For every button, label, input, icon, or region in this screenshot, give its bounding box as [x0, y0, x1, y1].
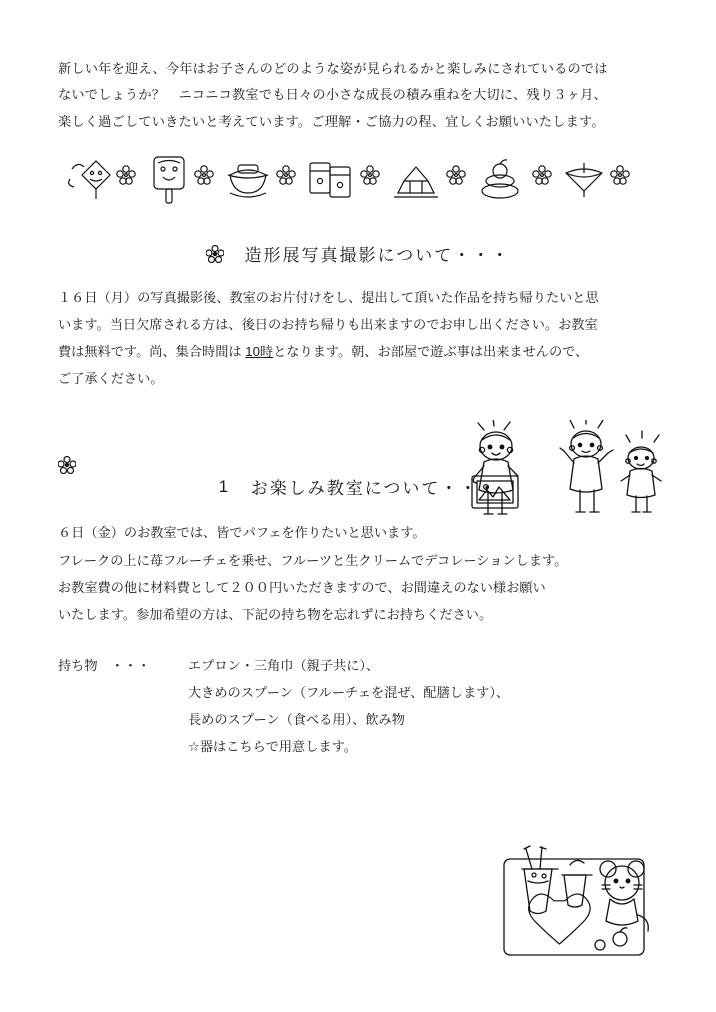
section-2-line-4: いたします。参加希望の方は、下記の持ち物を忘れずにお持ちください。: [58, 606, 493, 622]
item-3: 長めのスプーン（食べる用）、飲み物: [188, 711, 405, 727]
section-1-body-line-2: います。当日欠席される方は、後日のお持ち帰りも出来ますのでお申し出ください。お教室: [58, 317, 598, 333]
new-year-motifs-row: [64, 149, 658, 205]
intro-line-2: ないでしょうか？ ニコニコ教室でも日々の小さな成長の積み重ねを大切に、残り３ヶ月、: [58, 87, 607, 103]
section-2-heading-text: お楽しみ教室について・・・: [250, 479, 498, 499]
section-1-body-line-3-a: 費は無料です。尚、集合時間は: [58, 344, 246, 360]
section-1-body: [58, 284, 658, 392]
flower-icon: [206, 245, 224, 263]
section-2-line-3: お教室費の他に材料費として２００円いただきますので、お間違えのない様お願い: [58, 579, 546, 595]
document-content: [58, 56, 658, 760]
items-label: 持ち物 ・・・: [58, 657, 151, 673]
items-section: [58, 652, 658, 760]
section-1-body-line-3-b: となります。朝、お部屋で遊ぶ事は出来ませんので、: [273, 344, 589, 360]
section-1-body-line-1: １６日（月）の写真撮影後、教室のお片付けをし、提出して頂いた作品を持ち帰りたいと思: [58, 290, 599, 306]
parfait-dessert-with-mouse-illustration: [500, 835, 665, 980]
items-list: [188, 652, 509, 760]
section-2-number: 1: [218, 476, 231, 496]
items-row: [58, 652, 658, 760]
item-2: 大きめのスプーン（フルーチェを混ぜ、配膳します）、: [188, 684, 510, 700]
section-1-body-line-4: ご了承ください。: [58, 371, 164, 387]
section-2-line-1: ６日（金）のお教室では、皆でパフェを作りたいと思います。: [58, 525, 426, 541]
section-1-heading-text: 造形展写真撮影について・・・: [244, 246, 511, 266]
children-holding-artwork-illustration: [470, 420, 675, 540]
section-1-body-line-3: [58, 338, 658, 365]
section-2-line-2: フレークの上に苺フルーチェを乗せ、フルーツと生クリームでデコレーションします。: [58, 552, 568, 568]
intro-paragraph: [58, 56, 658, 135]
intro-line-1: 新しい年を迎え、今年はお子さんのどのような姿が見られるかと楽しみにされているのでは: [58, 61, 608, 76]
item-1: エプロン・三角巾（親子共に）、: [188, 657, 380, 673]
meeting-time-underlined: 10時: [245, 344, 274, 360]
intro-line-3: 楽しく過ごしていきたいと考えています。ご理解・ご協力の程、宜しくお願いいたします。: [58, 113, 605, 129]
item-4: ☆器はこちらで用意します。: [188, 738, 357, 754]
section-1-heading: [58, 241, 658, 266]
